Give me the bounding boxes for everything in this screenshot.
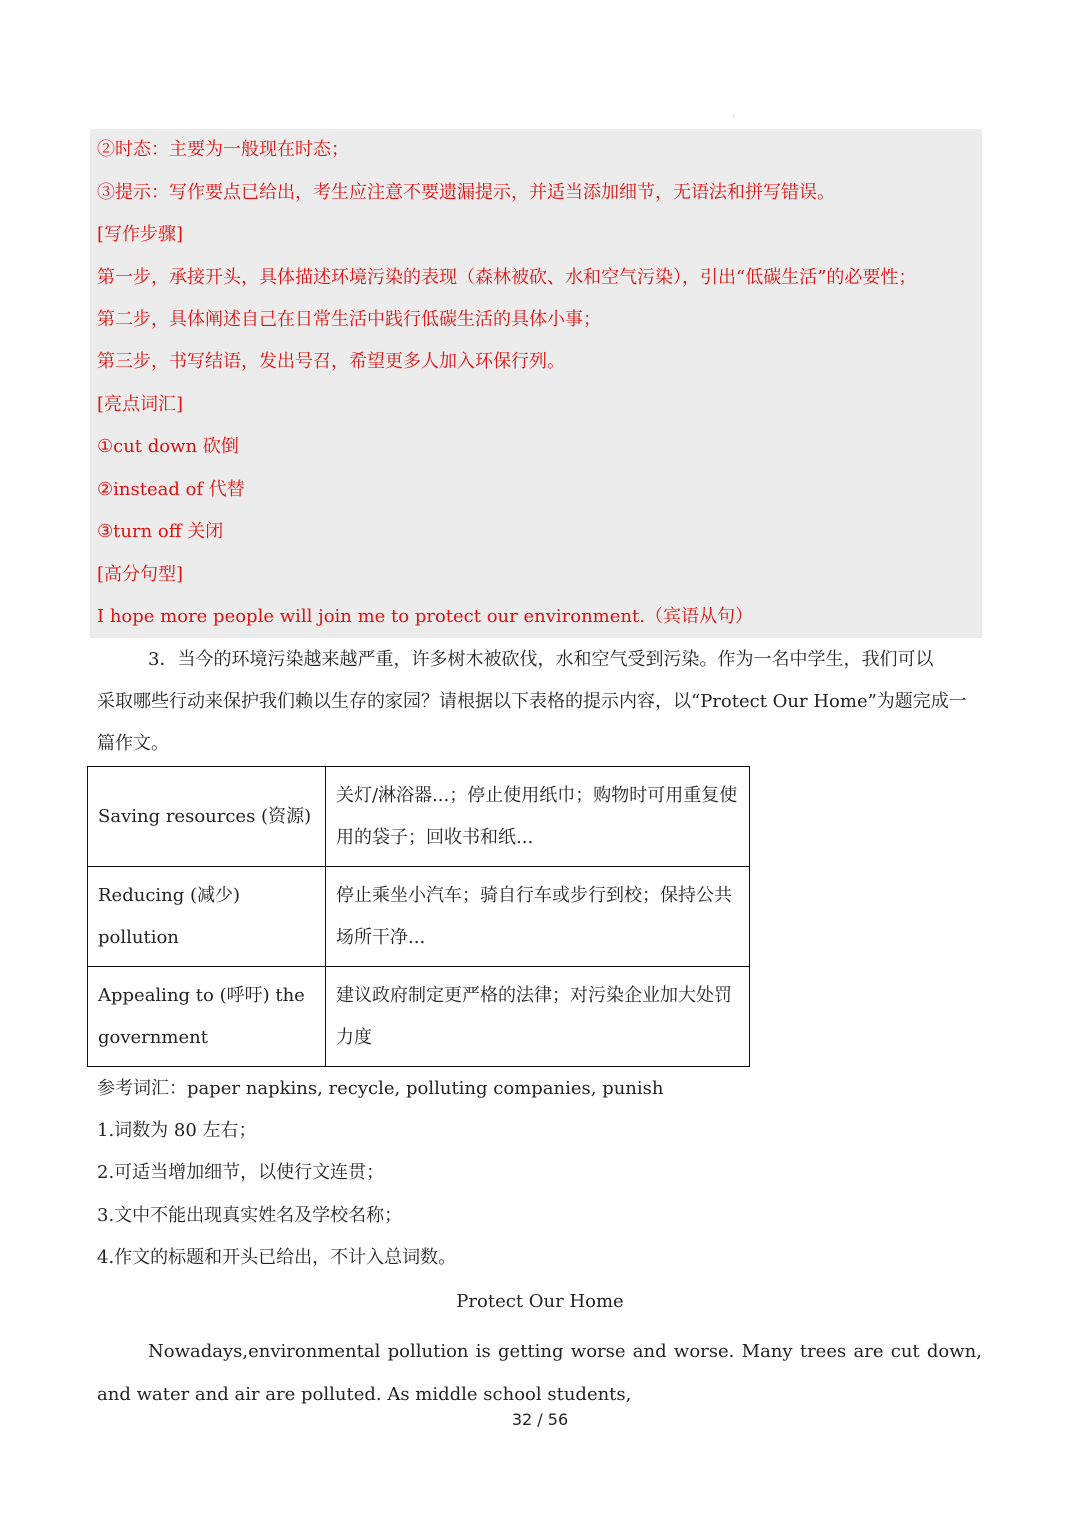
- step-three: 第三步，书写结语，发出号召，希望更多人加入环保行列。: [97, 351, 565, 372]
- step-two: 第二步，具体阐述自己在日常生活中践行低碳生活的具体小事；: [97, 309, 601, 330]
- sentence-heading: [高分句型]: [97, 564, 184, 585]
- question-text: 篇作文。: [97, 733, 169, 754]
- question-text: 3．当今的环境污染越来越严重，许多树木被砍伐，水和空气受到污染。作为一名中学生，我们可以: [148, 649, 934, 670]
- table-cell-content: 关灯/淋浴器...；停止使用纸巾；购物时可用重复使用的袋子；回收书和纸...: [326, 767, 750, 867]
- vocab-item: ③turn off 关闭: [97, 521, 224, 542]
- hint-table: [87, 766, 750, 1067]
- table-row: [88, 767, 750, 867]
- table-row: [88, 867, 750, 967]
- requirement-item: 3.文中不能出现真实姓名及学校名称；: [97, 1205, 403, 1226]
- requirement-item: 4.作文的标题和开头已给出，不计入总词数。: [97, 1247, 457, 1268]
- tips-note: ③提示：写作要点已给出，考生应注意不要遗漏提示，并适当添加细节，无语法和拼写错误。: [97, 182, 835, 203]
- table-row: [88, 967, 750, 1067]
- reference-vocab: 参考词汇：paper napkins, recycle, polluting companies, punish: [97, 1078, 664, 1099]
- essay-title: Protect Our Home: [456, 1291, 624, 1312]
- steps-heading: [写作步骤]: [97, 224, 184, 245]
- tense-note: ②时态：主要为一般现在时态；: [97, 139, 349, 160]
- table-cell-topic: Appealing to (呼吁) the government: [88, 967, 326, 1067]
- header-mark: ı: [733, 112, 735, 119]
- step-one: 第一步，承接开头，具体描述环境污染的表现（森林被砍、水和空气污染），引出“低碳生活”的必要性；: [97, 267, 917, 288]
- essay-opening: Nowadays,environmental pollution is getting worse and worse. Many trees are cut down, and water and air are polluted. As middle school students,: [97, 1341, 982, 1405]
- vocab-item: ①cut down 砍倒: [97, 436, 239, 457]
- question-text: 采取哪些行动来保护我们赖以生存的家园？请根据以下表格的提示内容，以“Protect Our Home”为题完成一: [97, 691, 967, 712]
- table-cell-content: 停止乘坐小汽车；骑自行车或步行到校；保持公共场所干净...: [326, 867, 750, 967]
- requirement-item: 2.可适当增加细节，以使行文连贯；: [97, 1162, 385, 1183]
- page-number: 32 / 56: [511, 1410, 569, 1429]
- vocab-heading: [亮点词汇]: [97, 394, 184, 415]
- vocab-item: ②instead of 代替: [97, 479, 245, 500]
- sentence-pattern: I hope more people will join me to protect our environment.（宾语从句）: [97, 606, 753, 627]
- table-cell-topic: Saving resources (资源): [88, 767, 326, 867]
- table-cell-content: 建议政府制定更严格的法律；对污染企业加大处罚力度: [326, 967, 750, 1067]
- requirement-item: 1.词数为 80 左右；: [97, 1120, 257, 1141]
- table-cell-topic: Reducing (减少) pollution: [88, 867, 326, 967]
